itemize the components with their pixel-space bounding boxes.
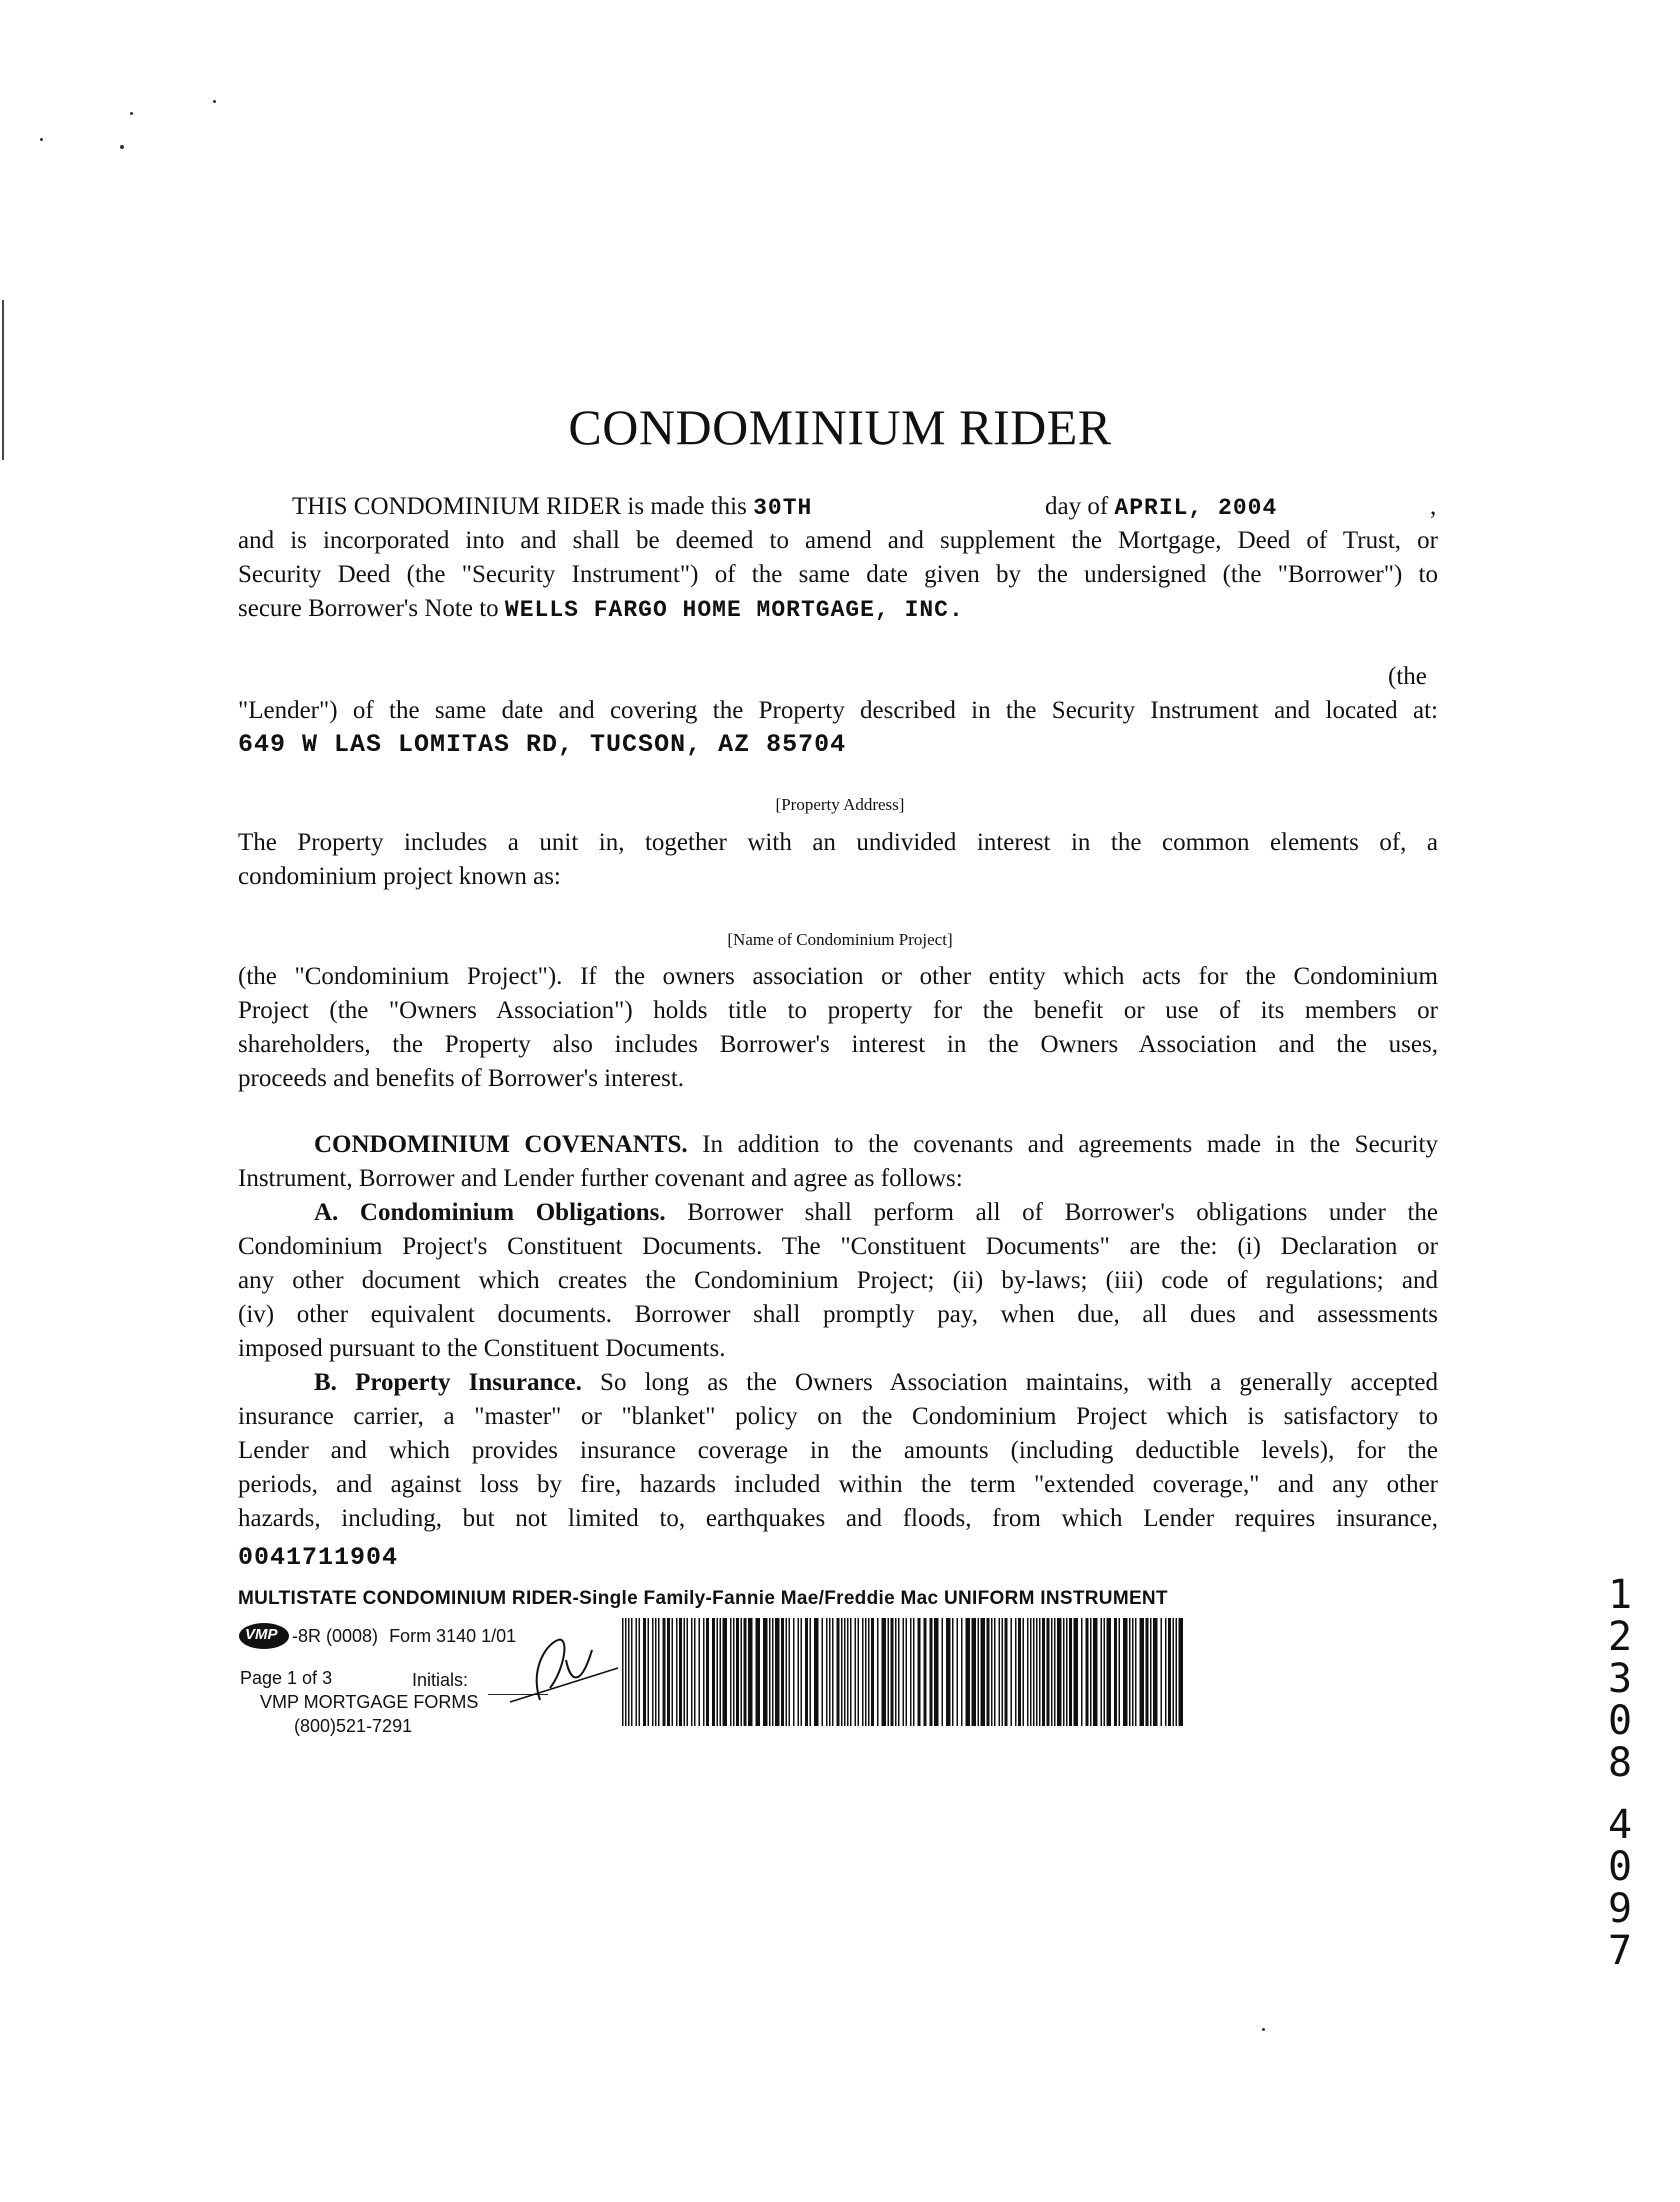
barcode-bar xyxy=(903,1618,905,1726)
section-b-line: hazards, including, but not limited to, earthquakes and floods, from which Lender requires insurance, xyxy=(238,1505,1438,1532)
initials-label: Initials: xyxy=(412,1670,469,1690)
barcode-bar xyxy=(847,1618,849,1726)
barcode-bar xyxy=(663,1618,666,1726)
project-para-line: (the "Condominium Project"). If the owners association or other entity which acts for the Condominium xyxy=(238,963,1438,990)
barcode-bar xyxy=(805,1618,808,1726)
section-a-line-1 xyxy=(314,1196,1438,1229)
project-name-caption: [Name of Condominium Project] xyxy=(727,930,953,949)
barcode-bar xyxy=(1176,1618,1178,1726)
barcode-bar xyxy=(822,1618,824,1726)
section-a-line: imposed pursuant to the Constituent Documents. xyxy=(238,1335,726,1362)
barcode-bar xyxy=(1146,1618,1149,1726)
barcode-bar xyxy=(781,1618,784,1726)
barcode-bar xyxy=(1069,1618,1072,1726)
intro-comma xyxy=(1430,490,1450,523)
barcode-bar xyxy=(1042,1618,1045,1726)
barcode-bar xyxy=(814,1618,819,1726)
barcode-bar xyxy=(981,1618,986,1726)
note-lead: secure Borrower's Note to xyxy=(238,595,499,622)
barcode-bar xyxy=(676,1618,678,1726)
barcode-bar xyxy=(918,1618,921,1726)
barcode-bar xyxy=(910,1618,912,1726)
barcode-bar xyxy=(769,1618,771,1726)
publisher: VMP MORTGAGE FORMS xyxy=(260,1692,479,1712)
barcode-bar xyxy=(994,1618,996,1726)
barcode xyxy=(620,1618,1190,1728)
barcode-bar xyxy=(1027,1618,1029,1726)
barcode-bar xyxy=(1033,1618,1035,1726)
form-number: Form 3140 1/01 xyxy=(389,1626,517,1646)
barcode-bar xyxy=(636,1618,638,1726)
covenants-line-1 xyxy=(314,1128,1438,1161)
intro-line-2: and is incorporated into and shall be deemed to amend and supplement the Mortgage, Deed of Trust, or xyxy=(238,527,1438,554)
barcode-bar xyxy=(648,1618,650,1726)
side-digit: 2 xyxy=(1607,1614,1633,1660)
barcode-bar xyxy=(1150,1618,1152,1726)
barcode-bar xyxy=(1135,1618,1137,1726)
barcode-bar xyxy=(1101,1618,1103,1726)
barcode-bar xyxy=(1063,1618,1065,1726)
barcode-bar xyxy=(801,1618,803,1726)
barcode-bar xyxy=(789,1618,791,1726)
barcode-bar xyxy=(898,1618,900,1726)
intro-lead: THIS CONDOMINIUM RIDER is made this xyxy=(292,493,747,520)
barcode-bar xyxy=(891,1618,894,1726)
unit-text-2: condominium project known as: xyxy=(238,863,561,890)
side-stamp xyxy=(1600,1574,1640,1972)
barcode-bar xyxy=(1086,1618,1089,1726)
vmp-logo xyxy=(238,1622,290,1650)
barcode-bar xyxy=(717,1618,719,1726)
barcode-bar xyxy=(868,1618,870,1726)
barcode-bar xyxy=(1074,1618,1079,1726)
barcode-bar xyxy=(699,1618,701,1726)
section-a-heading: A. Condominium Obligations. xyxy=(314,1199,666,1226)
section-a-line: (iv) other equivalent documents. Borrower shall promptly pay, when due, all dues and assessments xyxy=(238,1301,1438,1328)
barcode-bar xyxy=(913,1618,915,1726)
barcode-bar xyxy=(694,1618,696,1726)
barcode-bar xyxy=(1179,1618,1184,1726)
barcode-bar xyxy=(786,1618,788,1726)
project-para-line: proceeds and benefits of Borrower's interest. xyxy=(238,1065,685,1092)
lender-name: WELLS FARGO HOME MORTGAGE, INC. xyxy=(504,597,964,623)
barcode-bar xyxy=(978,1618,980,1726)
barcode-bar xyxy=(1161,1618,1163,1726)
barcode-bar xyxy=(741,1618,743,1726)
barcode-bar xyxy=(712,1618,715,1726)
barcode-bar xyxy=(826,1618,828,1726)
barcode-bar xyxy=(1054,1618,1056,1726)
barcode-bar xyxy=(628,1618,630,1726)
barcode-bar xyxy=(1005,1618,1008,1726)
barcode-bar xyxy=(733,1618,735,1726)
page-number: Page 1 of 3 xyxy=(240,1668,333,1688)
barcode-bar xyxy=(720,1618,722,1726)
barcode-bar xyxy=(744,1618,747,1726)
scan-speck xyxy=(40,138,43,141)
barcode-bar xyxy=(1153,1618,1158,1726)
scan-speck xyxy=(130,112,133,115)
barcode-bar xyxy=(862,1618,864,1726)
initials-signature xyxy=(500,1630,620,1710)
barcode-bar xyxy=(763,1618,768,1726)
barcode-bar xyxy=(1173,1618,1175,1726)
scan-speck xyxy=(1262,2028,1265,2031)
barcode-bar xyxy=(882,1618,887,1726)
barcode-bar xyxy=(667,1618,670,1726)
barcode-bar xyxy=(798,1618,800,1726)
date-value: APRIL, 2004 xyxy=(1114,495,1278,521)
barcode-bar xyxy=(1107,1618,1112,1726)
barcode-bar xyxy=(631,1618,633,1726)
barcode-bar xyxy=(1051,1618,1053,1726)
scan-speck xyxy=(213,100,216,103)
barcode-bar xyxy=(1114,1618,1117,1726)
barcode-bar xyxy=(652,1618,654,1726)
barcode-bar xyxy=(832,1618,834,1726)
barcode-bar xyxy=(730,1618,732,1726)
barcode-bar xyxy=(987,1618,990,1726)
barcode-bar xyxy=(1011,1618,1013,1726)
barcode-bar xyxy=(643,1618,646,1726)
barcode-bar xyxy=(930,1618,933,1726)
form-code-text: -8R (0008) xyxy=(292,1626,379,1646)
barcode-bar xyxy=(829,1618,831,1726)
property-address: 649 W LAS LOMITAS RD, TUCSON, AZ 85704 xyxy=(238,730,847,759)
form-title: MULTISTATE CONDOMINIUM RIDER-Single Family-Fannie Mae/Freddie Mac UNIFORM INSTRUMENT xyxy=(238,1588,1168,1609)
project-para-line: Project (the "Owners Association") holds title to property for the benefit or use of its members or xyxy=(238,997,1438,1024)
loan-number: 0041711904 xyxy=(238,1543,399,1572)
the-paren-text: (the xyxy=(1388,663,1427,690)
barcode-bar xyxy=(736,1618,739,1726)
section-b-text: So long as the Owners Association maintains, with a generally accepted xyxy=(600,1369,1438,1396)
barcode-bar xyxy=(756,1618,761,1726)
comma: , xyxy=(1430,493,1437,520)
side-digit: 7 xyxy=(1607,1928,1633,1974)
barcode-bar xyxy=(924,1618,927,1726)
barcode-bar xyxy=(961,1618,963,1726)
intro-line-3: Security Deed (the "Security Instrument") of the same date given by the undersigned (the "Borrower") to xyxy=(238,561,1438,588)
section-b-line-1 xyxy=(314,1366,1438,1399)
unit-text-1: The Property includes a unit in, together with an undivided interest in the common elements of, a xyxy=(238,829,1438,856)
barcode-bar xyxy=(691,1618,693,1726)
barcode-bar xyxy=(1023,1618,1025,1726)
barcode-bar xyxy=(639,1618,641,1726)
section-a-text: Borrower shall perform all of Borrower's obligations under the xyxy=(687,1199,1438,1226)
barcode-bar xyxy=(1123,1618,1128,1726)
side-digit: 0 xyxy=(1607,1844,1633,1890)
barcode-bar xyxy=(1002,1618,1004,1726)
barcode-bar xyxy=(865,1618,867,1726)
barcode-bar xyxy=(1129,1618,1131,1726)
barcode-bar xyxy=(1104,1618,1106,1726)
covenants-heading: CONDOMINIUM COVENANTS. xyxy=(314,1131,688,1158)
barcode-bar xyxy=(1039,1618,1041,1726)
intro-line-4 xyxy=(238,592,1438,627)
barcode-bar xyxy=(1119,1618,1121,1726)
scan-speck xyxy=(120,145,124,149)
barcode-bar xyxy=(1090,1618,1092,1726)
barcode-bar xyxy=(703,1618,705,1726)
barcode-bar xyxy=(942,1618,944,1726)
barcode-bar xyxy=(855,1618,857,1726)
covenants-line-2: Instrument, Borrower and Lender further covenant and agree as follows: xyxy=(238,1165,963,1192)
barcode-bar xyxy=(1015,1618,1017,1726)
section-b-line: periods, and against loss by fire, hazards included within the term "extended coverage," and any other xyxy=(238,1471,1438,1498)
barcode-bar xyxy=(957,1618,959,1726)
page-title: CONDOMINIUM RIDER xyxy=(568,399,1112,455)
barcode-bar xyxy=(906,1618,908,1726)
intro-line-5: "Lender") of the same date and covering the Property described in the Security Instrument and located at: xyxy=(238,697,1438,724)
side-digit: 0 xyxy=(1607,1698,1633,1744)
project-para-line: shareholders, the Property also includes Borrower's interest in the Owners Association and the uses, xyxy=(238,1031,1438,1058)
barcode-bar xyxy=(793,1618,795,1726)
barcode-bar xyxy=(687,1618,689,1726)
barcode-bar xyxy=(810,1618,812,1726)
barcode-bar xyxy=(934,1618,939,1726)
barcode-bar xyxy=(625,1618,627,1726)
intro-line-1b xyxy=(1045,490,1445,525)
barcode-bar xyxy=(775,1618,780,1726)
barcode-bar xyxy=(1036,1618,1038,1726)
barcode-bar xyxy=(1047,1618,1050,1726)
section-a-line: any other document which creates the Condominium Project; (ii) by-laws; (iii) code of regulations; and xyxy=(238,1267,1438,1294)
form-code xyxy=(292,1626,516,1647)
barcode-bar xyxy=(772,1618,774,1726)
barcode-bar xyxy=(622,1618,624,1726)
property-address-caption: [Property Address] xyxy=(775,795,905,814)
barcode-bar xyxy=(850,1618,852,1726)
day-of-label: day of xyxy=(1045,493,1109,520)
barcode-bar xyxy=(658,1618,660,1726)
barcode-bar xyxy=(888,1618,890,1726)
barcode-bar xyxy=(946,1618,951,1726)
barcode-bar xyxy=(672,1618,674,1726)
barcode-bar xyxy=(1165,1618,1167,1726)
section-b-heading: B. Property Insurance. xyxy=(314,1369,582,1396)
barcode-bar xyxy=(972,1618,977,1726)
barcode-bar xyxy=(837,1618,840,1726)
phone: (800)521-7291 xyxy=(294,1716,413,1736)
barcode-bar xyxy=(1030,1618,1032,1726)
barcode-bar xyxy=(723,1618,728,1726)
barcode-bar xyxy=(999,1618,1001,1726)
barcode-bar xyxy=(871,1618,874,1726)
barcode-bar xyxy=(1132,1618,1134,1726)
vmp-logo-text: VMP xyxy=(245,1626,278,1643)
the-paren xyxy=(1388,660,1448,693)
covenants-text: In addition to the covenants and agreements made in the Security xyxy=(702,1131,1438,1158)
barcode-bar xyxy=(1057,1618,1062,1726)
barcode-bar xyxy=(1018,1618,1021,1726)
barcode-bar xyxy=(655,1618,657,1726)
barcode-bar xyxy=(966,1618,971,1726)
barcode-bar xyxy=(1168,1618,1171,1726)
barcode-bar xyxy=(952,1618,954,1726)
barcode-bar xyxy=(1093,1618,1098,1726)
side-digit: 3 xyxy=(1607,1656,1633,1702)
barcode-bar xyxy=(748,1618,753,1726)
side-digit: 4 xyxy=(1607,1802,1633,1848)
day-value: 30TH xyxy=(753,495,813,521)
barcode-bar xyxy=(877,1618,879,1726)
barcode-bar xyxy=(844,1618,846,1726)
barcode-bar xyxy=(679,1618,682,1726)
barcode-bar xyxy=(706,1618,709,1726)
barcode-bar xyxy=(1081,1618,1083,1726)
side-digit: 1 xyxy=(1607,1572,1633,1618)
section-a-line: Condominium Project's Constituent Documents. The "Constituent Documents" are the: (i) Declaration or xyxy=(238,1233,1438,1260)
barcode-bar xyxy=(841,1618,843,1726)
side-digit: 8 xyxy=(1607,1740,1633,1786)
side-digit: 9 xyxy=(1607,1886,1633,1932)
barcode-bar xyxy=(991,1618,993,1726)
barcode-bar xyxy=(1066,1618,1068,1726)
barcode-bar xyxy=(1140,1618,1145,1726)
barcode-bar xyxy=(895,1618,897,1726)
section-b-line: insurance carrier, a "master" or "blanket" policy on the Condominium Project which is satisfactory to xyxy=(238,1403,1438,1430)
barcode-bar xyxy=(684,1618,686,1726)
section-b-line: Lender and which provides insurance coverage in the amounts (including deductible levels), for the xyxy=(238,1437,1438,1464)
barcode-bar xyxy=(858,1618,860,1726)
